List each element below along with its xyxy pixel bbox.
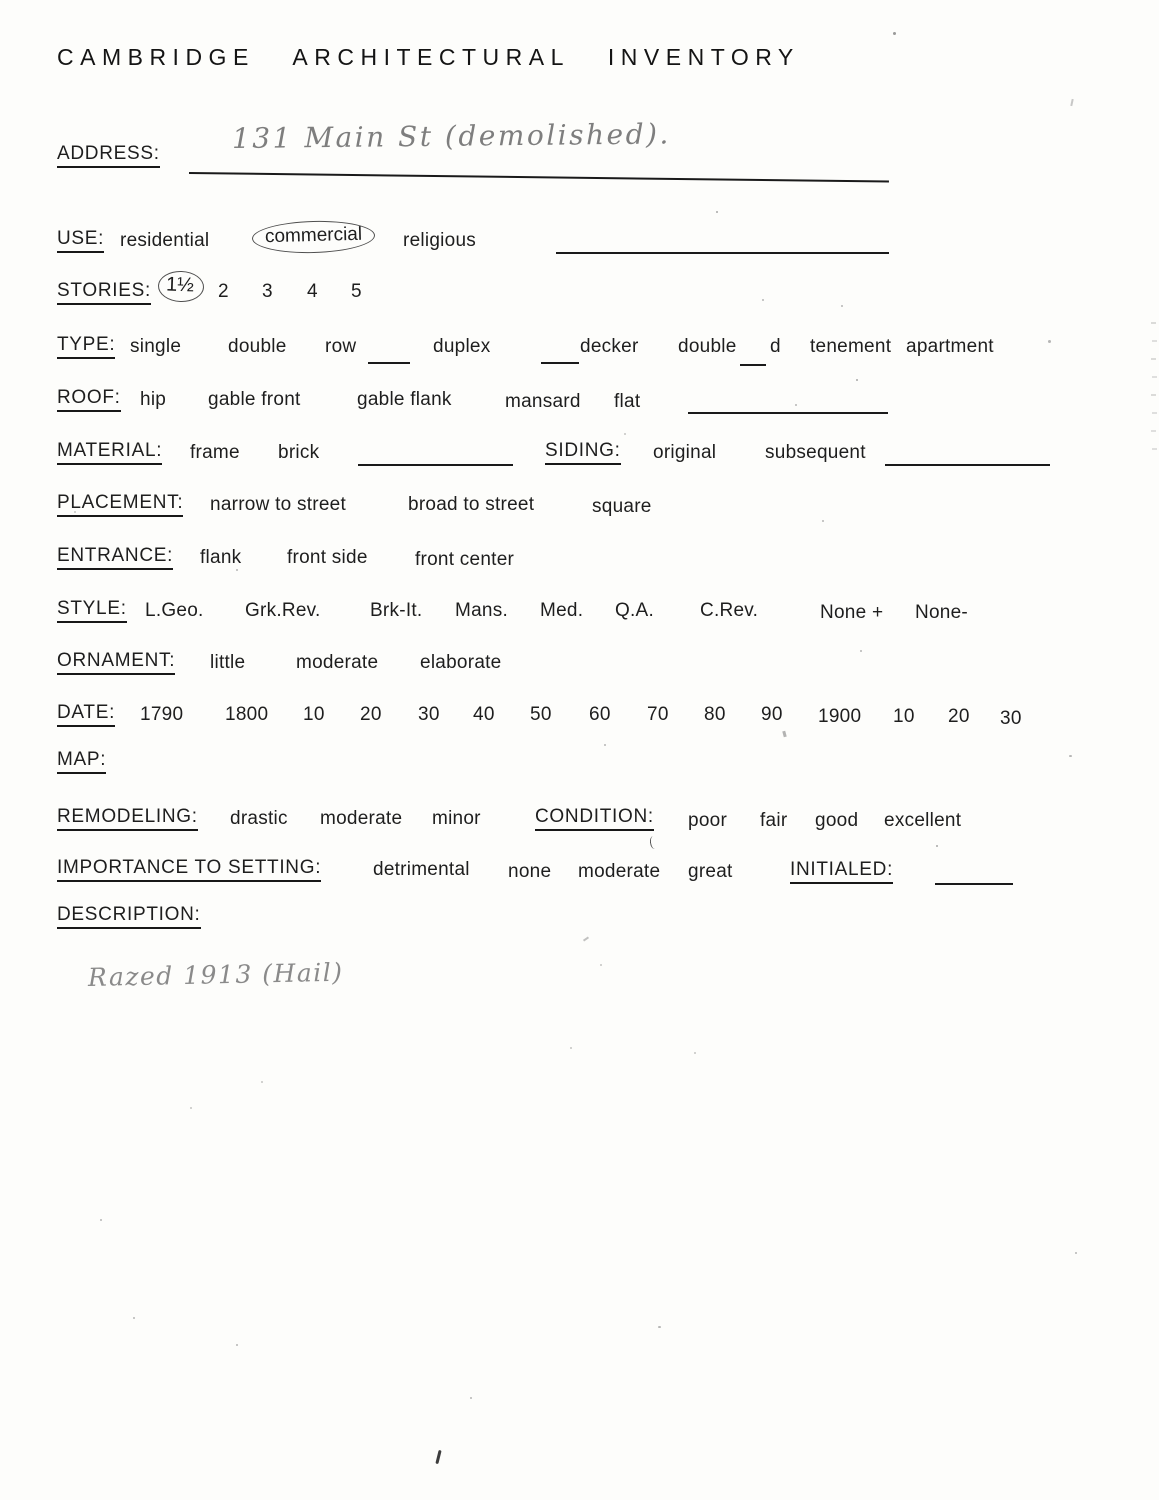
ornament-label: ORNAMENT: xyxy=(57,650,175,675)
importance-option-none: none xyxy=(508,861,552,882)
scan-speck xyxy=(762,299,764,301)
condition-option-fair: fair xyxy=(760,810,788,831)
scan-speck xyxy=(716,211,718,213)
date-option-1900: 1900 xyxy=(818,706,862,727)
type-option-row: row xyxy=(325,336,357,357)
importance-label: IMPORTANCE TO SETTING: xyxy=(57,857,321,882)
initialed-label: INITIALED: xyxy=(790,859,893,884)
use-label: USE: xyxy=(57,228,104,253)
style-option-brkit: Brk-It. xyxy=(370,600,423,621)
style-option-none-minus: None- xyxy=(915,602,968,623)
material-label: MATERIAL: xyxy=(57,440,162,465)
siding-label: SIDING: xyxy=(545,440,621,465)
roof-label: ROOF: xyxy=(57,387,121,412)
date-option-70: 70 xyxy=(647,704,669,725)
scan-speck xyxy=(694,1052,696,1054)
scan-pen-slash xyxy=(435,1450,441,1464)
type-blank-decker xyxy=(541,340,579,364)
entrance-option-front-side: front side xyxy=(287,547,368,568)
date-option-20: 20 xyxy=(360,704,382,725)
entrance-option-flank: flank xyxy=(200,547,242,568)
remodeling-option-drastic: drastic xyxy=(230,808,288,829)
map-label: MAP: xyxy=(57,749,106,774)
placement-label: PLACEMENT: xyxy=(57,492,183,517)
type-option-d: d xyxy=(770,336,781,357)
roof-option-hip: hip xyxy=(140,389,167,410)
stray-pen-mark xyxy=(649,836,659,850)
stories-circled-value xyxy=(157,270,204,303)
scan-edge-mark xyxy=(1152,340,1157,342)
date-option-20b: 20 xyxy=(948,706,970,727)
ornament-option-elaborate: elaborate xyxy=(420,652,502,673)
style-option-med: Med. xyxy=(540,600,584,621)
entrance-label: ENTRANCE: xyxy=(57,545,173,570)
scan-speck xyxy=(74,511,76,513)
style-option-crev: C.Rev. xyxy=(700,600,759,621)
date-option-40: 40 xyxy=(473,704,495,725)
importance-option-moderate: moderate xyxy=(578,861,661,882)
stories-label: STORIES: xyxy=(57,280,151,305)
scan-speck xyxy=(600,964,602,966)
type-option-tenement: tenement xyxy=(810,336,892,357)
scan-speck xyxy=(936,845,938,847)
condition-option-good: good xyxy=(815,810,859,831)
style-label: STYLE: xyxy=(57,598,127,623)
scan-speck xyxy=(624,433,626,435)
scan-speck xyxy=(893,32,896,35)
scan-speck xyxy=(795,404,797,406)
stories-option-1half: 1½ xyxy=(165,273,195,297)
description-label: DESCRIPTION: xyxy=(57,904,201,929)
style-option-lgeo: L.Geo. xyxy=(145,600,204,621)
scan-speck xyxy=(100,1219,102,1221)
material-option-frame: frame xyxy=(190,442,240,463)
scan-edge-mark xyxy=(1151,322,1156,324)
type-option-double2: double xyxy=(678,336,737,357)
scan-speck xyxy=(782,731,786,738)
remodeling-option-minor: minor xyxy=(432,808,481,829)
date-option-80: 80 xyxy=(704,704,726,725)
type-option-single: single xyxy=(130,336,182,357)
stories-option-3: 3 xyxy=(262,281,273,302)
date-option-10b: 10 xyxy=(893,706,915,727)
entrance-option-front-center: front center xyxy=(415,549,515,570)
use-blank-line xyxy=(556,230,889,254)
date-option-60: 60 xyxy=(589,704,611,725)
scan-speck xyxy=(658,1326,661,1328)
description-handwritten-note: Razed 1913 (Hail) xyxy=(87,957,344,992)
use-option-religious: religious xyxy=(403,230,477,251)
material-option-brick: brick xyxy=(278,442,320,463)
scan-edge-mark xyxy=(1151,394,1156,396)
roof-option-flat: flat xyxy=(614,391,641,412)
scan-speck xyxy=(470,1397,472,1399)
ornament-option-moderate: moderate xyxy=(296,652,379,673)
date-option-90: 90 xyxy=(761,704,783,725)
placement-option-broad: broad to street xyxy=(408,494,535,515)
type-label: TYPE: xyxy=(57,334,115,359)
type-option-duplex: duplex xyxy=(433,336,491,357)
scan-speck xyxy=(822,520,824,522)
type-option-double: double xyxy=(228,336,287,357)
style-option-grkrev: Grk.Rev. xyxy=(245,600,321,621)
scan-speck xyxy=(583,936,589,941)
siding-blank-line xyxy=(885,442,1050,466)
initialed-blank-line xyxy=(935,861,1013,885)
remodeling-option-moderate: moderate xyxy=(320,808,403,829)
scan-speck xyxy=(841,305,843,307)
date-option-30: 30 xyxy=(418,704,440,725)
scan-speck xyxy=(1075,1252,1077,1254)
use-option-residential: residential xyxy=(120,230,210,251)
page-title: CAMBRIDGE ARCHITECTURAL INVENTORY xyxy=(57,44,800,70)
ornament-option-little: little xyxy=(210,652,246,673)
address-label: ADDRESS: xyxy=(57,143,160,168)
date-option-1790: 1790 xyxy=(140,704,184,725)
scan-edge-mark xyxy=(1152,376,1157,378)
style-option-qa: Q.A. xyxy=(615,600,655,621)
scan-speck xyxy=(236,1344,238,1346)
roof-option-gable-flank: gable flank xyxy=(357,389,452,410)
stories-option-2: 2 xyxy=(218,281,229,302)
scan-speck xyxy=(133,1317,135,1319)
scan-speck xyxy=(570,1047,572,1049)
condition-option-poor: poor xyxy=(688,810,728,831)
use-circled-commercial xyxy=(252,219,376,254)
roof-option-mansard: mansard xyxy=(505,391,581,412)
scan-speck xyxy=(860,650,862,652)
stories-option-5: 5 xyxy=(351,281,362,302)
siding-option-subsequent: subsequent xyxy=(765,442,866,463)
scan-edge-mark xyxy=(1151,358,1156,360)
scan-speck xyxy=(236,569,238,571)
date-label: DATE: xyxy=(57,702,115,727)
scan-speck xyxy=(1069,755,1072,757)
remodeling-label: REMODELING: xyxy=(57,806,198,831)
importance-option-detrimental: detrimental xyxy=(373,859,470,880)
scan-edge-mark xyxy=(1151,430,1156,432)
material-blank-line xyxy=(358,442,513,466)
scan-edge-mark xyxy=(1152,448,1157,450)
placement-option-square: square xyxy=(592,496,652,517)
roof-option-gable-front: gable front xyxy=(208,389,301,410)
address-fill-line xyxy=(189,172,889,183)
type-option-apartment: apartment xyxy=(906,336,994,357)
address-handwritten-value: 131 Main St (demolished). xyxy=(231,117,672,155)
condition-option-excellent: excellent xyxy=(884,810,962,831)
type-blank-double-d xyxy=(740,342,766,366)
date-option-30b: 30 xyxy=(1000,708,1022,729)
scan-speck xyxy=(604,744,606,746)
style-option-mans: Mans. xyxy=(455,600,508,621)
scan-speck xyxy=(261,1081,263,1083)
scan-speck xyxy=(190,1107,192,1109)
type-option-decker: decker xyxy=(580,336,639,357)
scan-edge-mark xyxy=(1152,412,1157,414)
use-option-commercial: commercial xyxy=(264,223,363,248)
stories-option-4: 4 xyxy=(307,281,318,302)
date-option-1800: 1800 xyxy=(225,704,269,725)
scan-speck xyxy=(1070,99,1073,106)
date-option-50: 50 xyxy=(530,704,552,725)
condition-label: CONDITION: xyxy=(535,806,654,831)
style-option-none-plus: None + xyxy=(820,602,884,623)
siding-option-original: original xyxy=(653,442,717,463)
type-blank-row xyxy=(368,340,410,364)
scan-speck xyxy=(856,379,858,381)
importance-option-great: great xyxy=(688,861,733,882)
placement-option-narrow: narrow to street xyxy=(210,494,346,515)
roof-blank-line xyxy=(688,390,888,414)
date-option-10: 10 xyxy=(303,704,325,725)
scan-speck xyxy=(1048,340,1051,343)
